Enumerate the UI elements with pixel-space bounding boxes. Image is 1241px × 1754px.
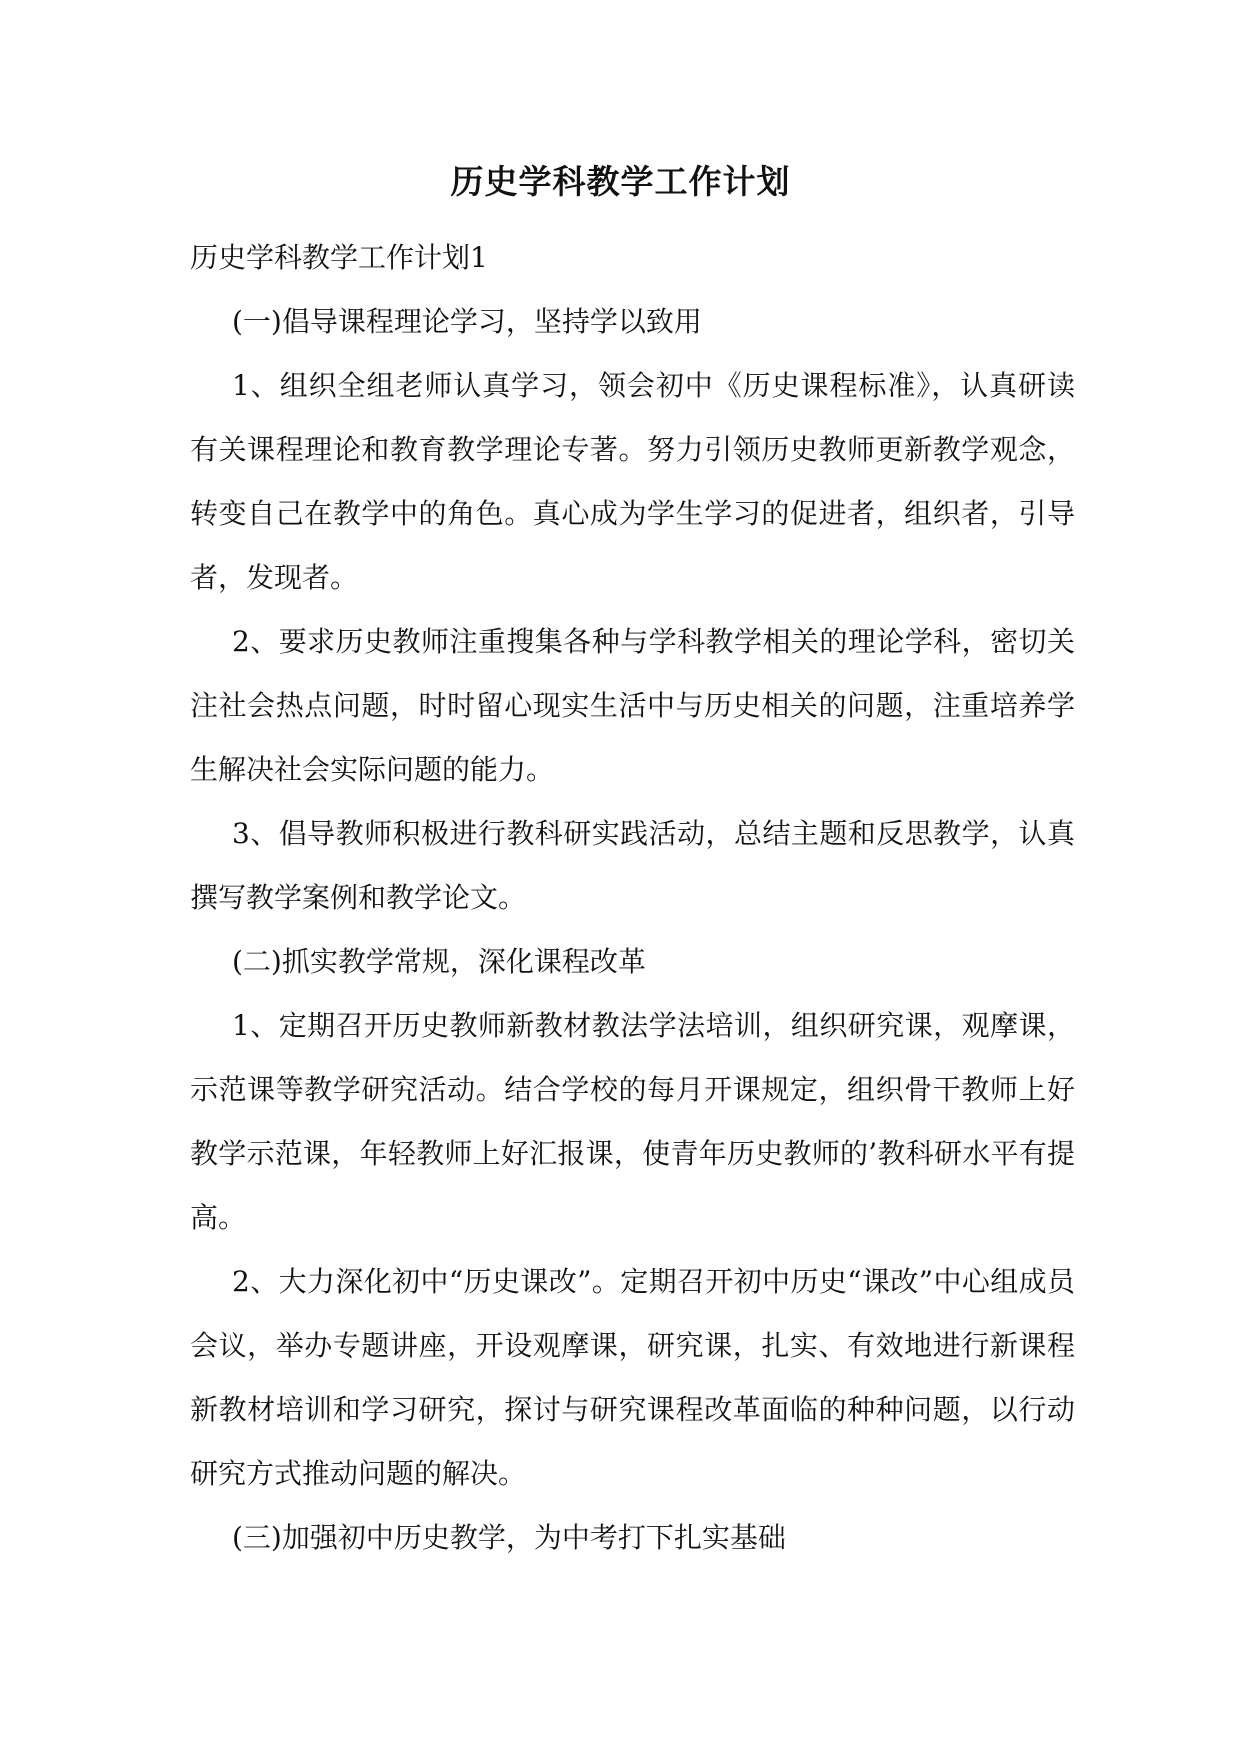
section-heading-2: (二)抓实教学常规，深化课程改革 — [232, 945, 646, 978]
document-title: 历史学科教学工作计划 — [450, 162, 791, 201]
paragraph-1-1: 1、组织全组老师认真学习，领会初中《历史课程标准》，认真研读有关课程理论和教育教学理论专著。努力引领历史教师更新教学观念，转变自己在教学中的角色。真心成为学生学习的促进者，组织者，引导者，发现者。 — [190, 369, 1075, 594]
paragraph-1-3: 3、倡导教师积极进行教科研实践活动，总结主题和反思教学，认真撰写教学案例和教学论文。 — [190, 817, 1075, 914]
document-subtitle: 历史学科教学工作计划1 — [190, 241, 488, 274]
document-body — [190, 226, 1075, 1570]
section-heading-1: (一)倡导课程理论学习，坚持学以致用 — [232, 305, 702, 338]
paragraph-2-2: 2、大力深化初中“历史课改”。定期召开初中历史“课改”中心组成员会议，举办专题讲座，开设观摩课，研究课，扎实、有效地进行新课程新教材培训和学习研究，探讨与研究课程改革面临的种种问题，以行动研究方式推动问题的解决。 — [190, 1265, 1075, 1490]
paragraph-2-1: 1、定期召开历史教师新教材教法学法培训，组织研究课，观摩课，示范课等教学研究活动。结合学校的每月开课规定，组织骨干教师上好教学示范课，年轻教师上好汇报课，使青年历史教师的’教科研水平有提高。 — [190, 1009, 1075, 1234]
section-heading-3: (三)加强初中历史教学，为中考打下扎实基础 — [232, 1521, 786, 1554]
paragraph-1-2: 2、要求历史教师注重搜集各种与学科教学相关的理论学科，密切关注社会热点问题，时时留心现实生活中与历史相关的问题，注重培养学生解决社会实际问题的能力。 — [190, 625, 1075, 786]
